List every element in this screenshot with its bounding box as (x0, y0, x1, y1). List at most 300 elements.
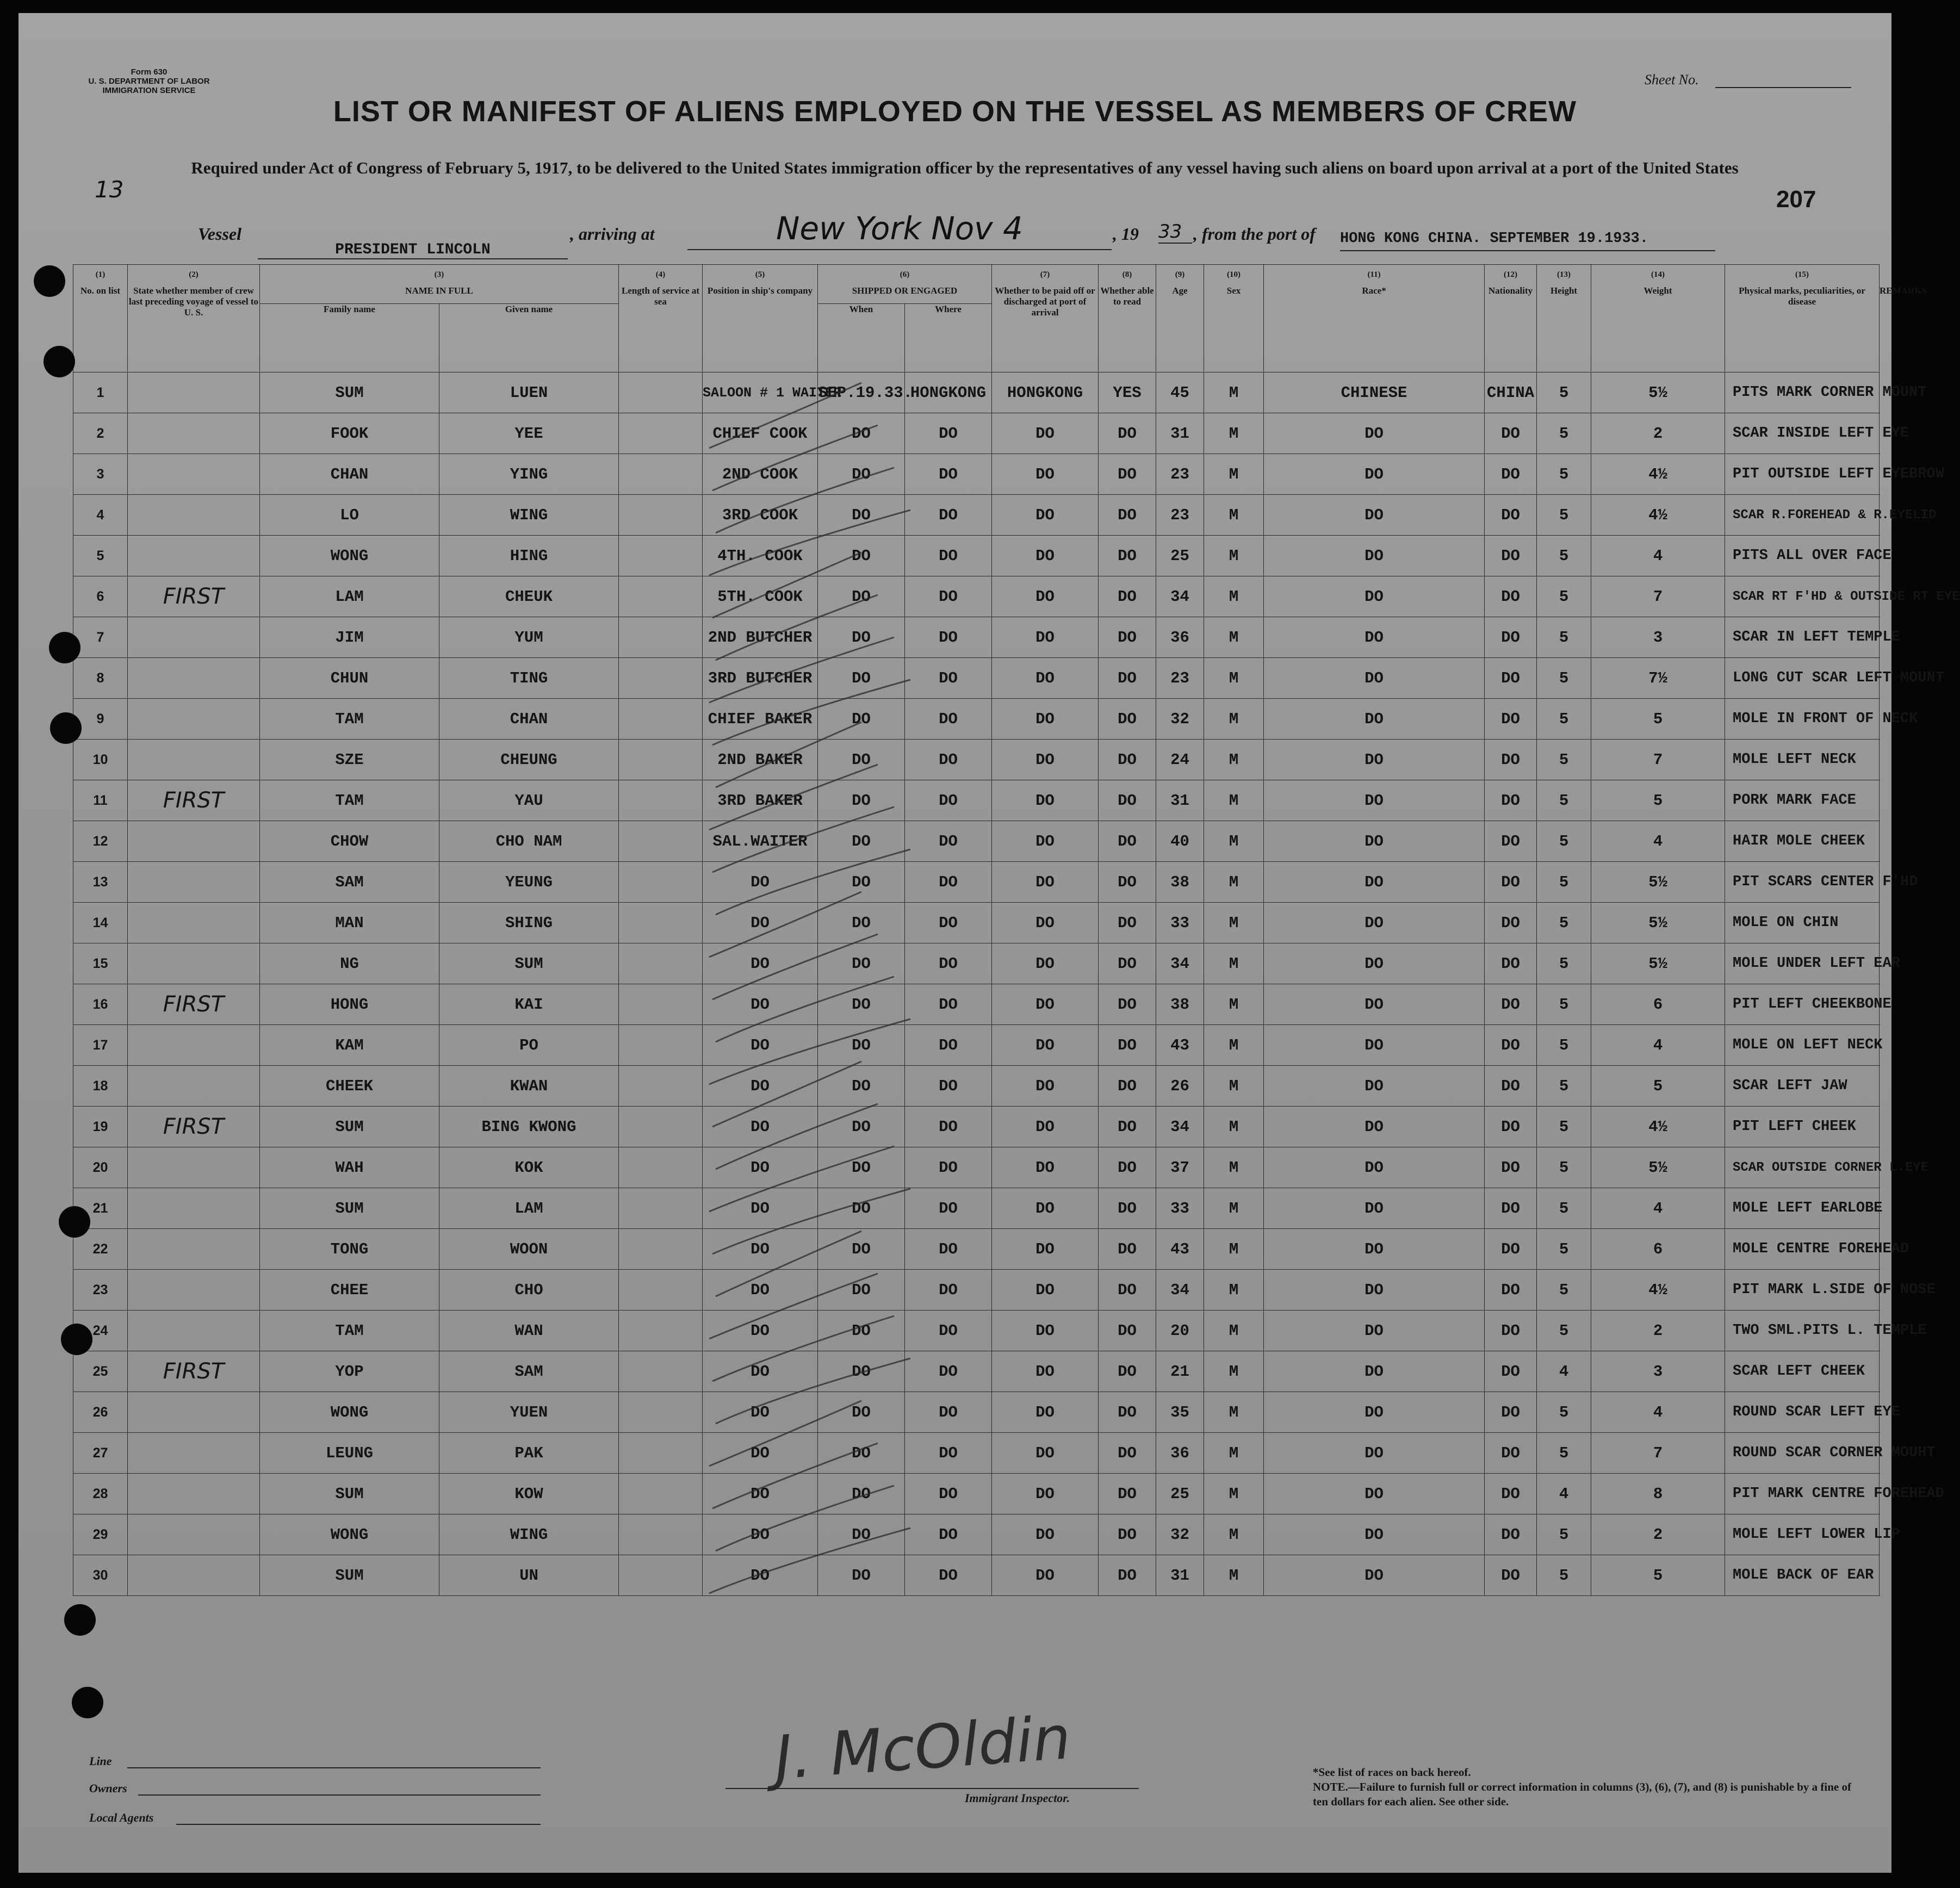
cell-no: 29 (73, 1514, 128, 1555)
cell-height: 5 (1537, 943, 1591, 984)
cell-race: DO (1264, 1474, 1485, 1514)
cell-read: DO (1099, 903, 1156, 943)
cell-nationality: DO (1485, 984, 1537, 1025)
cell-position: 3RD BAKER (703, 780, 818, 821)
cell-age: 25 (1156, 1474, 1204, 1514)
cell-paid-off: DO (992, 1229, 1099, 1270)
cell-nationality: DO (1485, 1474, 1537, 1514)
cell-age: 32 (1156, 1514, 1204, 1555)
cell-no: 26 (73, 1392, 128, 1433)
cell-nationality: DO (1485, 658, 1537, 699)
cell-service (619, 699, 703, 740)
cell-given: CHEUNG (439, 740, 619, 780)
cell-position: DO (703, 984, 818, 1025)
cell-race: DO (1264, 862, 1485, 903)
binder-hole (72, 1687, 103, 1718)
cell-marks: MOLE ON CHIN (1725, 903, 1880, 943)
table-row (73, 1351, 1880, 1392)
cell-read: DO (1099, 984, 1156, 1025)
cell-height: 5 (1537, 1311, 1591, 1351)
when-header: When (818, 304, 905, 372)
cell-no: 9 (73, 699, 128, 740)
cell-age: 34 (1156, 1270, 1204, 1311)
cell-race: DO (1264, 1229, 1485, 1270)
cell-paid-off: DO (992, 1066, 1099, 1107)
cell-service (619, 943, 703, 984)
cell-service (619, 1311, 703, 1351)
cell-where: DO (905, 1188, 992, 1229)
cell-age: 31 (1156, 1555, 1204, 1596)
cell-where: DO (905, 1147, 992, 1188)
cell-family: CHEEK (260, 1066, 439, 1107)
cell-where: DO (905, 413, 992, 454)
cell-given: CHO NAM (439, 821, 619, 862)
cell-where: DO (905, 495, 992, 536)
cell-position: 3RD COOK (703, 495, 818, 536)
cell-age: 23 (1156, 454, 1204, 495)
cell-sex: M (1204, 372, 1264, 413)
cell-service (619, 903, 703, 943)
binder-hole (59, 1206, 90, 1238)
cell-no: 20 (73, 1147, 128, 1188)
cell-weight: 7 (1591, 576, 1725, 617)
cell-weight: 5 (1591, 1555, 1725, 1596)
cell-age: 21 (1156, 1351, 1204, 1392)
cell-position: DO (703, 903, 818, 943)
cell-where: HONGKONG (905, 372, 992, 413)
cell-position: DO (703, 1107, 818, 1147)
cell-service (619, 413, 703, 454)
cell-position: DO (703, 1514, 818, 1555)
cell-family: LAM (260, 576, 439, 617)
cell-given: SHING (439, 903, 619, 943)
cell-height: 5 (1537, 862, 1591, 903)
col-3-header: (3) NAME IN FULL (260, 265, 619, 304)
cell-nationality: DO (1485, 1066, 1537, 1107)
table-row (73, 1025, 1880, 1066)
cell-given: HING (439, 536, 619, 576)
cell-sex: M (1204, 1555, 1264, 1596)
cell-read: DO (1099, 1311, 1156, 1351)
agents-field (176, 1824, 541, 1825)
cell-sex: M (1204, 1311, 1264, 1351)
cell-family: NG (260, 943, 439, 984)
cell-where: DO (905, 984, 992, 1025)
cell-status (128, 1025, 260, 1066)
cell-paid-off: DO (992, 495, 1099, 536)
cell-given: UN (439, 1555, 619, 1596)
cell-position: 2ND BAKER (703, 740, 818, 780)
cell-paid-off: DO (992, 576, 1099, 617)
cell-age: 45 (1156, 372, 1204, 413)
cell-marks: ROUND SCAR LEFT EYE (1725, 1392, 1880, 1433)
cell-given: TING (439, 658, 619, 699)
cell-height: 5 (1537, 617, 1591, 658)
cell-no: 16 (73, 984, 128, 1025)
cell-age: 37 (1156, 1147, 1204, 1188)
cell-status (128, 1311, 260, 1351)
cell-position: CHIEF COOK (703, 413, 818, 454)
cell-read: DO (1099, 740, 1156, 780)
cell-when: DO (818, 1025, 905, 1066)
cell-no: 22 (73, 1229, 128, 1270)
agents-label: Local Agents (89, 1811, 154, 1824)
cell-height: 5 (1537, 1066, 1591, 1107)
cell-nationality: DO (1485, 576, 1537, 617)
cell-where: DO (905, 780, 992, 821)
cell-family: WAH (260, 1147, 439, 1188)
owners-label: Owners (89, 1781, 127, 1795)
cell-given: CHAN (439, 699, 619, 740)
cell-no: 12 (73, 821, 128, 862)
col-10-header: (10) Sex (1204, 265, 1264, 372)
cell-service (619, 1107, 703, 1147)
cell-no: 2 (73, 413, 128, 454)
cell-no: 11 (73, 780, 128, 821)
page-title: LIST OR MANIFEST OF ALIENS EMPLOYED ON THE VESSEL AS MEMBERS OF CREW (333, 95, 1577, 128)
cell-family: SUM (260, 1555, 439, 1596)
table-row (73, 1392, 1880, 1433)
cell-read: DO (1099, 536, 1156, 576)
cell-position: 3RD BUTCHER (703, 658, 818, 699)
cell-height: 5 (1537, 903, 1591, 943)
cell-race: DO (1264, 903, 1485, 943)
pen-slash (709, 510, 910, 575)
corner-mark: 13 (95, 176, 124, 203)
cell-where: DO (905, 903, 992, 943)
cell-weight: 2 (1591, 1311, 1725, 1351)
cell-when: DO (818, 780, 905, 821)
cell-nationality: DO (1485, 1555, 1537, 1596)
cell-where: DO (905, 1514, 992, 1555)
cell-status: FIRST (128, 780, 260, 821)
cell-age: 43 (1156, 1229, 1204, 1270)
cell-marks: PITS MARK CORNER MOUNT (1725, 372, 1880, 413)
cell-nationality: DO (1485, 1433, 1537, 1474)
cell-paid-off: DO (992, 1351, 1099, 1392)
cell-read: DO (1099, 821, 1156, 862)
cell-race: DO (1264, 576, 1485, 617)
table-row (73, 1229, 1880, 1270)
cell-nationality: DO (1485, 1107, 1537, 1147)
form-number: Form 630 (131, 67, 168, 77)
cell-read: DO (1099, 658, 1156, 699)
cell-sex: M (1204, 413, 1264, 454)
col-13-header: (13) Height (1537, 265, 1591, 372)
table-row (73, 658, 1880, 699)
cell-weight: 7 (1591, 1433, 1725, 1474)
col-2-header: (2) State whether member of crew last preceding voyage of vessel to U. S. (128, 265, 260, 372)
cell-nationality: DO (1485, 699, 1537, 740)
cell-race: DO (1264, 1270, 1485, 1311)
table-row (73, 740, 1880, 780)
cell-when: DO (818, 1188, 905, 1229)
cell-nationality: DO (1485, 1025, 1537, 1066)
cell-read: DO (1099, 1392, 1156, 1433)
table-row (73, 372, 1880, 413)
cell-status (128, 413, 260, 454)
cell-where: DO (905, 740, 992, 780)
pen-slash (709, 1401, 861, 1466)
cell-weight: 7½ (1591, 658, 1725, 699)
cell-status (128, 699, 260, 740)
cell-where: DO (905, 1311, 992, 1351)
cell-status: FIRST (128, 1107, 260, 1147)
cell-where: DO (905, 1392, 992, 1433)
cell-height: 5 (1537, 699, 1591, 740)
cell-no: 13 (73, 862, 128, 903)
cell-race: DO (1264, 1107, 1485, 1147)
cell-status (128, 740, 260, 780)
cell-position: DO (703, 1433, 818, 1474)
cell-marks: SCAR R.FOREHEAD & R.EYELID (1725, 495, 1880, 536)
cell-marks: PIT SCARS CENTER F'HD (1725, 862, 1880, 903)
pen-slash (712, 1061, 861, 1127)
cell-age: 31 (1156, 780, 1204, 821)
cell-position: DO (703, 1555, 818, 1596)
cell-no: 6 (73, 576, 128, 617)
cell-weight: 4 (1591, 536, 1725, 576)
cell-read: DO (1099, 617, 1156, 658)
pen-slash (709, 892, 861, 957)
year-suffix: 33 (1158, 221, 1192, 244)
cell-service (619, 1188, 703, 1229)
cell-position: DO (703, 1311, 818, 1351)
cell-weight: 5½ (1591, 372, 1725, 413)
cell-when: DO (818, 862, 905, 903)
cell-where: DO (905, 1229, 992, 1270)
cell-race: DO (1264, 943, 1485, 984)
cell-sex: M (1204, 699, 1264, 740)
table-row (73, 1474, 1880, 1514)
binder-hole (44, 346, 75, 377)
cell-paid-off: DO (992, 1025, 1099, 1066)
cell-status (128, 1188, 260, 1229)
cell-given: YAU (439, 780, 619, 821)
page-subtitle: Required under Act of Congress of February 5, 1917, to be delivered to the United States immigration officer by the representatives of any vessel having such aliens on board upon arrival at a port of the United States (191, 158, 1739, 177)
cell-when: DO (818, 699, 905, 740)
cell-family: SUM (260, 1474, 439, 1514)
cell-no: 21 (73, 1188, 128, 1229)
cell-given: PAK (439, 1433, 619, 1474)
cell-position: CHIEF BAKER (703, 699, 818, 740)
cell-age: 24 (1156, 740, 1204, 780)
cell-status: FIRST (128, 984, 260, 1025)
cell-where: DO (905, 1474, 992, 1514)
cell-nationality: DO (1485, 740, 1537, 780)
cell-marks: ROUND SCAR CORNER MOUHT (1725, 1433, 1880, 1474)
cell-read: DO (1099, 413, 1156, 454)
cell-read: DO (1099, 780, 1156, 821)
cell-paid-off: DO (992, 1270, 1099, 1311)
cell-age: 31 (1156, 413, 1204, 454)
cell-marks: LONG CUT SCAR LEFT MOUNT (1725, 658, 1880, 699)
cell-weight: 6 (1591, 1229, 1725, 1270)
cell-family: FOOK (260, 413, 439, 454)
cell-position: DO (703, 1147, 818, 1188)
cell-nationality: DO (1485, 495, 1537, 536)
cell-sex: M (1204, 943, 1264, 984)
cell-when: DO (818, 576, 905, 617)
cell-when: DO (818, 617, 905, 658)
cell-status (128, 1229, 260, 1270)
pen-slash (709, 1019, 910, 1084)
cell-paid-off: DO (992, 699, 1099, 740)
cell-height: 5 (1537, 1147, 1591, 1188)
family-name-header: Family name (260, 304, 439, 372)
cell-nationality: DO (1485, 903, 1537, 943)
cell-paid-off: HONGKONG (992, 372, 1099, 413)
cell-read: DO (1099, 495, 1156, 536)
cell-read: DO (1099, 699, 1156, 740)
cell-race: DO (1264, 617, 1485, 658)
cell-weight: 4½ (1591, 454, 1725, 495)
cell-weight: 5 (1591, 1066, 1725, 1107)
arriving-label: , arriving at (570, 224, 655, 244)
cell-age: 34 (1156, 1107, 1204, 1147)
cell-service (619, 576, 703, 617)
cell-weight: 4 (1591, 1188, 1725, 1229)
cell-nationality: DO (1485, 943, 1537, 984)
cell-service (619, 1066, 703, 1107)
cell-nationality: DO (1485, 617, 1537, 658)
cell-family: SZE (260, 740, 439, 780)
cell-family: KAM (260, 1025, 439, 1066)
cell-family: YOP (260, 1351, 439, 1392)
page-number: 207 (1776, 186, 1816, 213)
cell-service (619, 984, 703, 1025)
department-name: U. S. DEPARTMENT OF LABOR (88, 77, 210, 86)
cell-weight: 4 (1591, 1392, 1725, 1433)
cell-marks: MOLE IN FRONT OF NECK (1725, 699, 1880, 740)
cell-race: DO (1264, 658, 1485, 699)
cell-status: FIRST (128, 576, 260, 617)
cell-height: 5 (1537, 740, 1591, 780)
cell-service (619, 536, 703, 576)
cell-sex: M (1204, 1188, 1264, 1229)
table-row (73, 1188, 1880, 1229)
cell-position: DO (703, 1392, 818, 1433)
cell-position: 2ND COOK (703, 454, 818, 495)
cell-height: 5 (1537, 1188, 1591, 1229)
cell-read: DO (1099, 1229, 1156, 1270)
cell-service (619, 1392, 703, 1433)
cell-paid-off: DO (992, 943, 1099, 984)
cell-paid-off: DO (992, 1433, 1099, 1474)
cell-nationality: DO (1485, 536, 1537, 576)
penalty-note: NOTE.—Failure to furnish full or correct information in columns (3), (6), (7), and (8) is punishable by a fine of ten dollars for each alien. See other side. (1313, 1780, 1851, 1808)
cell-sex: M (1204, 1270, 1264, 1311)
table-row (73, 495, 1880, 536)
col-15-header: (15) Physical marks, peculiarities, or disease (1725, 265, 1880, 372)
cell-given: PO (439, 1025, 619, 1066)
cell-given: BING KWONG (439, 1107, 619, 1147)
cell-height: 5 (1537, 984, 1591, 1025)
cell-read: DO (1099, 1025, 1156, 1066)
pen-slash (716, 1231, 861, 1296)
cell-where: DO (905, 658, 992, 699)
cell-sex: M (1204, 1066, 1264, 1107)
table-row (73, 821, 1880, 862)
cell-when: DO (818, 984, 905, 1025)
cell-race: DO (1264, 536, 1485, 576)
cell-no: 8 (73, 658, 128, 699)
cell-no: 24 (73, 1311, 128, 1351)
sheet-no-label: Sheet No. (1645, 72, 1699, 88)
cell-when: DO (818, 495, 905, 536)
table-row (73, 536, 1880, 576)
cell-race: DO (1264, 984, 1485, 1025)
cell-where: DO (905, 454, 992, 495)
table-row (73, 576, 1880, 617)
cell-where: DO (905, 1107, 992, 1147)
cell-service (619, 1229, 703, 1270)
cell-race: DO (1264, 495, 1485, 536)
cell-paid-off: DO (992, 1311, 1099, 1351)
cell-paid-off: DO (992, 984, 1099, 1025)
cell-where: DO (905, 943, 992, 984)
cell-weight: 8 (1591, 1474, 1725, 1514)
cell-read: DO (1099, 943, 1156, 984)
cell-sex: M (1204, 862, 1264, 903)
table-row (73, 454, 1880, 495)
cell-status (128, 1392, 260, 1433)
cell-race: DO (1264, 699, 1485, 740)
cell-where: DO (905, 536, 992, 576)
cell-weight: 5½ (1591, 1147, 1725, 1188)
where-header: Where (905, 304, 992, 372)
cell-position: SAL.WAITER (703, 821, 818, 862)
cell-when: DO (818, 1514, 905, 1555)
table-row (73, 1107, 1880, 1147)
cell-position: DO (703, 1351, 818, 1392)
cell-marks: PITS ALL OVER FACE (1725, 536, 1880, 576)
cell-sex: M (1204, 1229, 1264, 1270)
cell-status (128, 658, 260, 699)
cell-height: 5 (1537, 413, 1591, 454)
cell-when: DO (818, 1311, 905, 1351)
cell-read: DO (1099, 576, 1156, 617)
cell-when: DO (818, 413, 905, 454)
cell-status (128, 1555, 260, 1596)
cell-when: DO (818, 1555, 905, 1596)
cell-marks: MOLE LEFT EARLOBE (1725, 1188, 1880, 1229)
cell-no: 27 (73, 1433, 128, 1474)
cell-sex: M (1204, 1147, 1264, 1188)
cell-sex: M (1204, 740, 1264, 780)
cell-weight: 5½ (1591, 903, 1725, 943)
cell-where: DO (905, 1066, 992, 1107)
cell-service (619, 780, 703, 821)
cell-given: YING (439, 454, 619, 495)
cell-marks: MOLE LEFT NECK (1725, 740, 1880, 780)
cell-service (619, 372, 703, 413)
cell-read: DO (1099, 1433, 1156, 1474)
col-12-header: (12) Nationality (1485, 265, 1537, 372)
cell-paid-off: DO (992, 1147, 1099, 1188)
cell-height: 5 (1537, 1555, 1591, 1596)
cell-given: CHEUK (439, 576, 619, 617)
cell-read: DO (1099, 1474, 1156, 1514)
binder-hole (61, 1324, 92, 1355)
cell-sex: M (1204, 658, 1264, 699)
crew-table: (1) No. on list (2) State whether member of crew last preceding voyage of vessel to U. S. (3) NAME IN FULL (4) Length of service at sea (5) Position in ship's company (6) SHIPPED OR ENGAGED (7) Whether to be paid off or discharged at port of arrival (8) Whether able to read (9) Age (10) Sex (11) Race* (12) Nationality (13) Height (14) Weight (15) Physical marks, peculiarities, or disease REMARKS Family name Given name When Where 1 SUM LUEN SALOON # 1 WAITER SEP.19.33. HONGKONG HONGKONG YES 45 M CHINESE CHINA 5 5½ PITS MARK CORNER MOUNT 2 FOOK YEE CHIEF COOK DO DO DO DO 31 M DO DO 5 2 SCAR INSIDE LEFT EYE 3 CHAN YING 2ND COOK DO DO DO DO 23 M DO DO 5 4½ PIT OUTSIDE LEFT EYEBROW 4 LO WING 3RD COOK DO DO DO DO 23 M DO DO 5 4½ SCAR R.FOREHEAD & R.EYELID 5 WONG HING 4TH. COOK DO DO DO DO 25 M DO DO 5 4 PITS ALL OVER FACE 6 FIRST LAM CHEUK 5TH. COOK DO DO DO DO 34 M DO DO 5 7 SCAR RT F'HD & OUTSIDE RT EYE 7 JIM YUM 2ND BUTCHER DO DO DO DO 36 M DO DO 5 3 SCAR IN LEFT TEMPLE 8 CHUN TING 3RD BUTCHER DO DO DO DO 23 M DO DO 5 7½ LONG CUT SCAR LEFT MOUNT 9 TAM CHAN CHIEF BAKER DO DO DO DO 32 M DO DO 5 5 MOLE IN FRONT OF NECK 10 SZE CHEUNG 2ND BAKER DO DO DO DO 24 M DO DO 5 7 MOLE LEFT NECK 11 FIRST TAM YAU 3RD BAKER DO DO DO DO 31 M DO DO 5 5 PORK MARK FACE 12 CHOW CHO NAM SAL.WAITER DO DO DO DO 40 M DO DO 5 4 HAIR MOLE CHEEK 13 SAM YEUNG DO DO DO DO DO 38 M DO DO 5 5½ PIT SCARS CENTER F'HD 14 MAN SHING DO DO DO DO DO 33 M DO DO 5 5½ MOLE ON CHIN 15 NG SUM DO DO DO DO DO 34 M DO DO 5 5½ MOLE UNDER LEFT EAR 16 FIRST HONG KAI DO DO DO DO DO 38 M DO DO 5 6 PIT LEFT CHEEKBONE 17 KAM PO DO DO DO DO DO 43 M DO DO 5 4 MOLE ON LEFT NECK 18 CHEEK KWAN DO DO DO DO DO 26 M DO DO 5 5 SCAR LEFT JAW 19 FIRST SUM BING KWONG DO DO DO DO DO 34 M DO DO 5 4½ PIT LEFT CHEEK 20 WAH KOK DO DO DO DO DO 37 M DO DO 5 5½ SCAR OUTSIDE CORNER L.EYE 21 SUM LAM DO DO DO DO DO 33 M DO DO 5 4 MOLE LEFT EARLOBE 22 TONG WOON DO DO DO DO DO 43 M DO DO 5 6 MOLE CENTRE FOREHEAD 23 CHEE CHO DO DO DO DO DO 34 M DO DO 5 4½ PIT MARK L.SIDE OF NOSE 24 TAM WAN DO DO DO DO DO 20 M DO DO 5 2 TWO SML.PITS L. TEMPLE 25 FIRST YOP SAM DO DO DO DO DO 21 M DO DO 4 3 SCAR LEFT CHEEK 26 WONG YUEN DO DO DO DO DO 35 M DO DO 5 4 ROUND SCAR LEFT EYE 27 LEUNG PAK DO DO DO DO DO 36 M DO DO 5 7 ROUND SCAR CORNER MOUHT 28 SUM KOW DO DO DO DO DO 25 M DO DO 4 8 PIT MARK CENTRE FOREHEAD 29 WONG WING DO DO DO DO DO 32 M DO DO 5 2 MOLE LEFT LOWER LIP 30 SUM UN DO DO DO DO DO 31 M DO DO 5 5 MOLE BACK OF EAR (73, 264, 1880, 1596)
cell-when: DO (818, 1270, 905, 1311)
cell-weight: 5 (1591, 780, 1725, 821)
cell-service (619, 1555, 703, 1596)
cell-service (619, 617, 703, 658)
footnote (1313, 1765, 1868, 1809)
